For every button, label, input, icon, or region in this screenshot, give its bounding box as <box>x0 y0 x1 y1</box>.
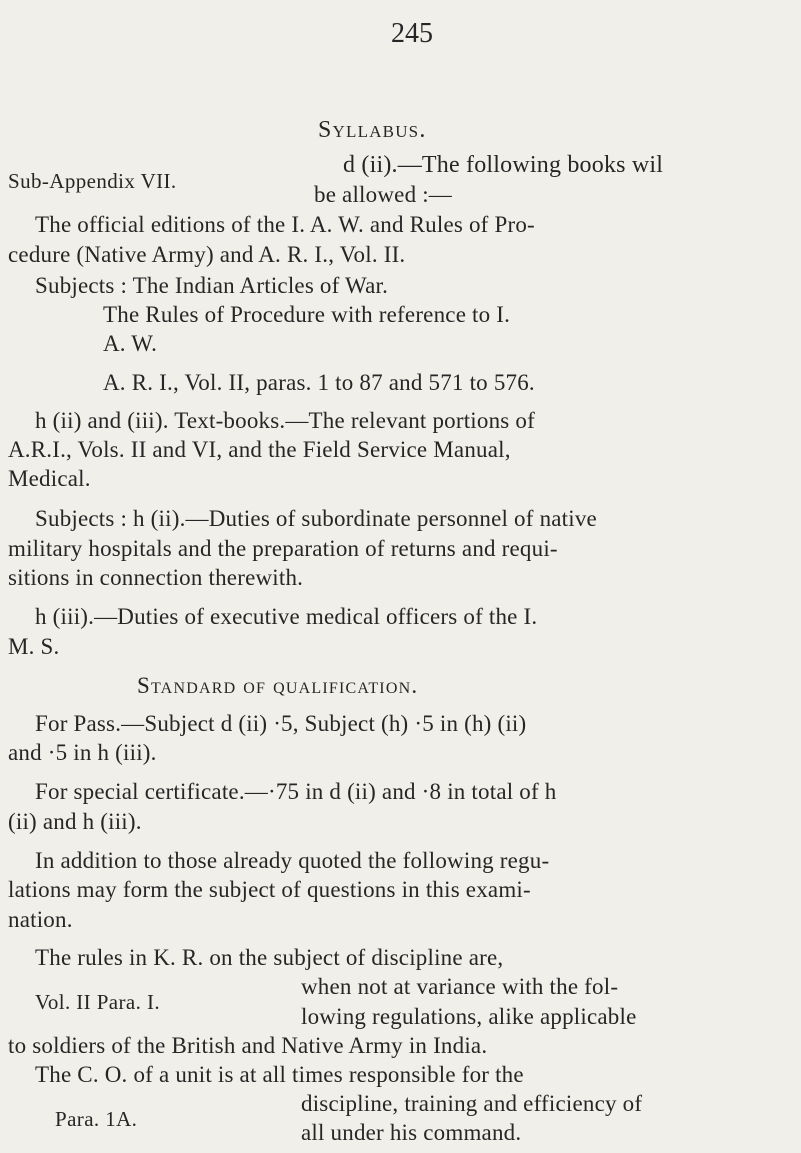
text-line: nation. <box>8 907 73 932</box>
text-line: Medical. <box>8 466 91 491</box>
text-line: The C. O. of a unit is at all times responsible for the <box>35 1062 524 1087</box>
text-line: h (iii).—Duties of executive medical officers of the I. <box>35 604 538 629</box>
text-line: The rules in K. R. on the subject of discipline are, <box>35 945 504 970</box>
text-line: For special certificate.—·75 in d (ii) and ·8 in total of h <box>35 779 557 804</box>
text-line: The official editions of the I. A. W. and Rules of Pro- <box>35 212 535 237</box>
text-line: For Pass.—Subject d (ii) ·5, Subject (h) ·5 in (h) (ii) <box>35 711 527 736</box>
text-line: when not at variance with the fol- <box>301 974 619 999</box>
text-line: The Rules of Procedure with reference to I. <box>103 302 511 327</box>
text-line: A. W. <box>103 331 158 356</box>
text-line: h (ii) and (iii). Text-books.—The relevant portions of <box>35 408 535 433</box>
margin-note-para-1a: Para. 1A. <box>55 1107 138 1131</box>
text-line: A. R. I., Vol. II, paras. 1 to 87 and 571 to 576. <box>103 370 535 395</box>
text-line: d (ii).—The following books wil <box>343 152 664 178</box>
text-line: Subjects : The Indian Articles of War. <box>35 273 389 298</box>
syllabus-heading: Syllabus. <box>318 117 427 143</box>
text-line: all under his command. <box>301 1120 522 1145</box>
text-line: discipline, training and efficiency of <box>301 1091 643 1116</box>
margin-note-vol-para: Vol. II Para. I. <box>35 990 160 1014</box>
standard-of-qualification-heading: Standard of qualification. <box>137 673 419 698</box>
margin-note-sub-appendix: Sub-Appendix VII. <box>8 169 177 193</box>
text-line: Subjects : h (ii).—Duties of subordinate personnel of native <box>35 506 597 531</box>
text-line: M. S. <box>8 634 60 659</box>
text-line: In addition to those already quoted the following regu- <box>35 848 550 873</box>
text-line: be allowed :— <box>314 182 453 207</box>
text-line: cedure (Native Army) and A. R. I., Vol. II. <box>8 242 406 267</box>
text-line: military hospitals and the preparation of returns and requi- <box>8 536 558 561</box>
text-line: to soldiers of the British and Native Army in India. <box>8 1033 488 1058</box>
text-line: and ·5 in h (iii). <box>8 740 157 765</box>
text-line: lations may form the subject of questions in this exami- <box>8 877 531 902</box>
text-line: (ii) and h (iii). <box>8 809 142 834</box>
page-number: 245 <box>391 18 433 49</box>
text-line: sitions in connection therewith. <box>8 565 304 590</box>
text-line: A.R.I., Vols. II and VI, and the Field Service Manual, <box>8 437 511 462</box>
text-line: lowing regulations, alike applicable <box>301 1004 637 1029</box>
